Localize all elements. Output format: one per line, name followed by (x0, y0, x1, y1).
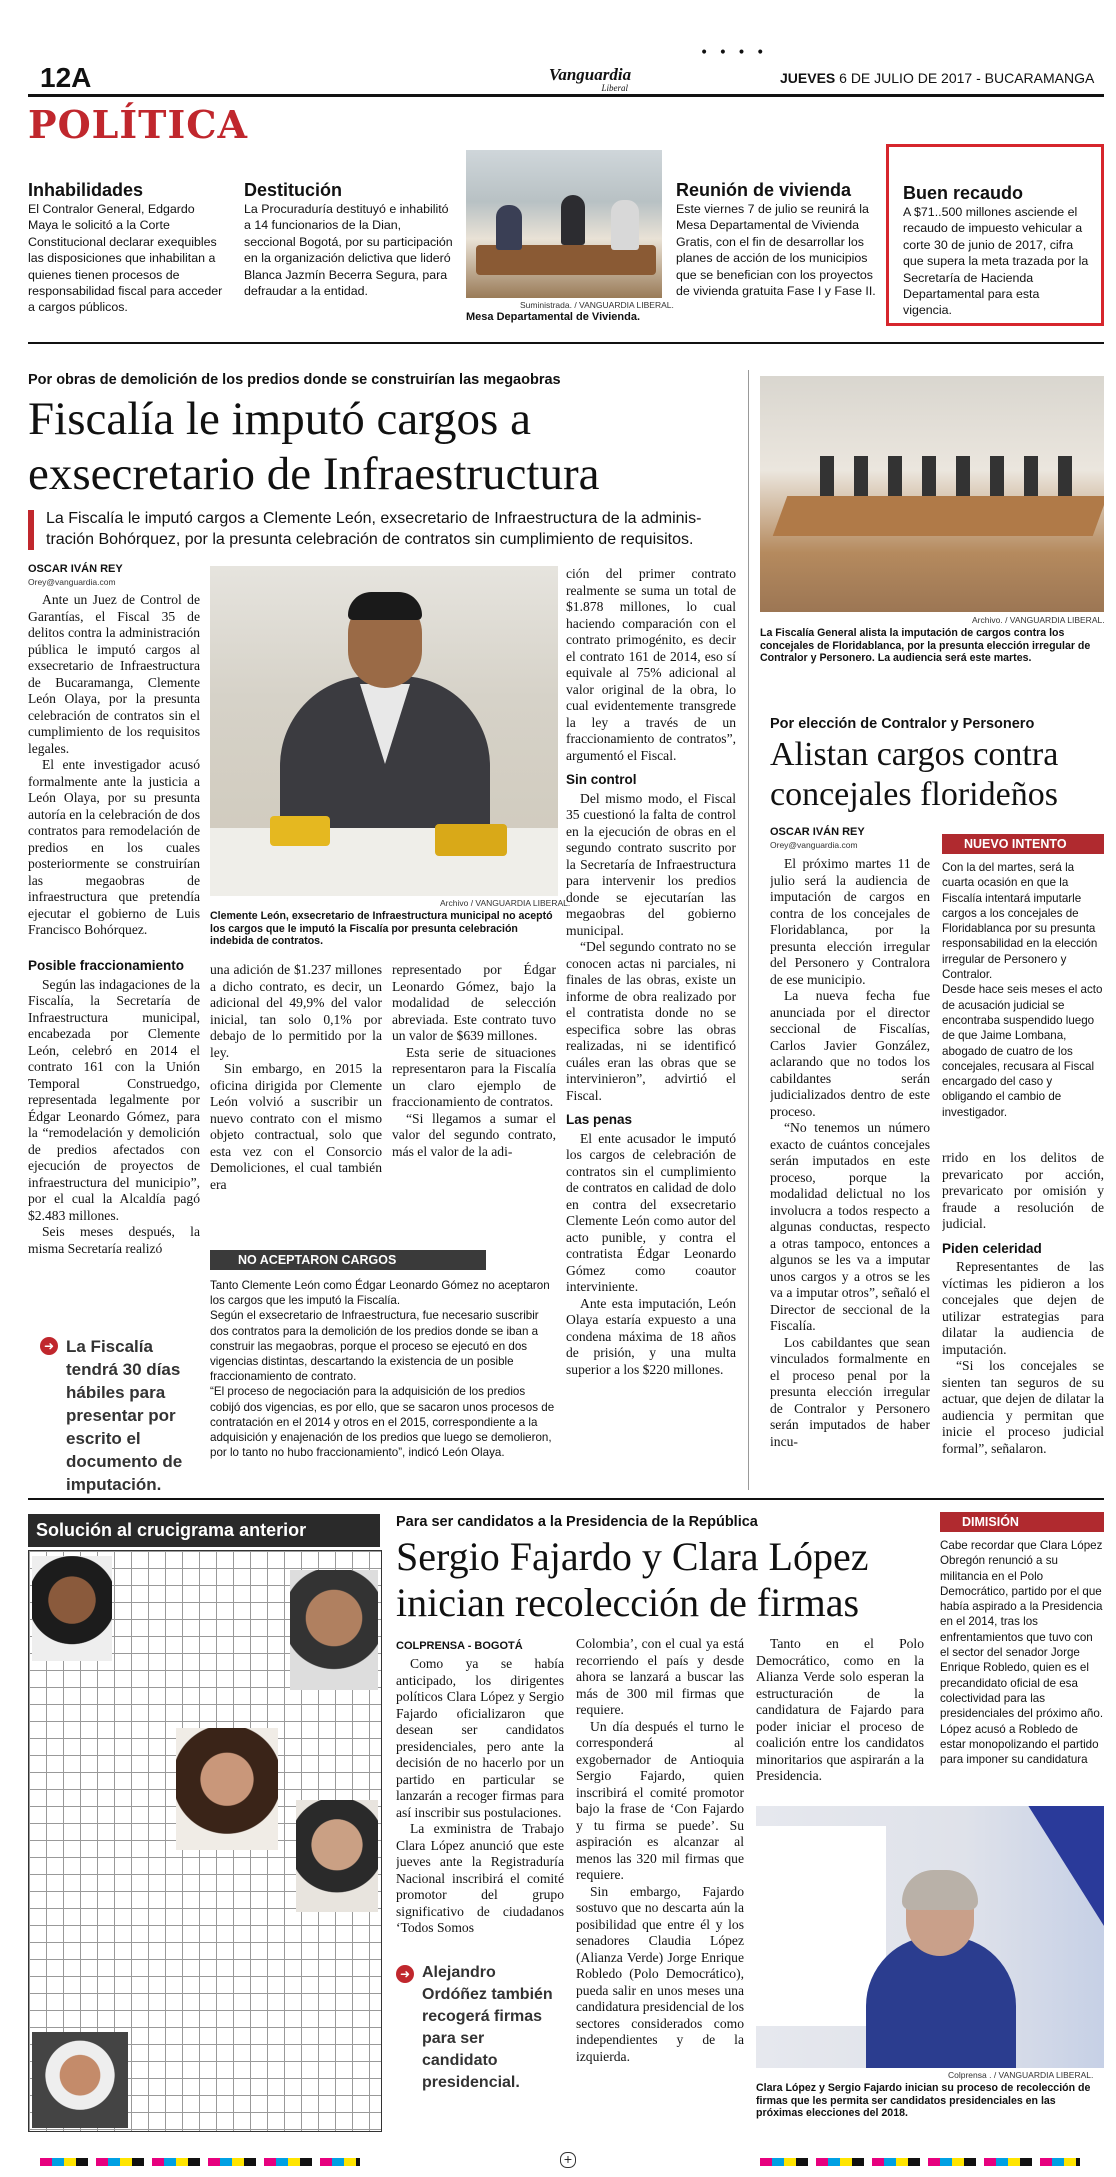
brief-destitucion (244, 180, 454, 299)
section-name: POLÍTICA (28, 102, 248, 147)
main-dek (46, 508, 701, 550)
side-photo (760, 376, 1104, 612)
paragraph: Esta serie de situaciones representaron para la Fiscalía un claro ejemplo de fraccionamiento de contratos. (392, 1044, 556, 1109)
paragraph: Del mismo modo, el Fiscal 35 cuestionó la falta de control en la ejecución de obras en el segundo contrato suscrito por la Secretaría de Infraestructura para intervenir los predios donde se ejecutarían las megaobras del gobierno municipal. (566, 790, 736, 938)
paragraph: Colombia’, con el cual ya está recorriendo el país y desde ahora se lanzará a buscar las más de 300 mil firmas que requiere. (576, 1636, 744, 1717)
headline-line: Alistan cargos contra (770, 736, 1059, 773)
headline-line: exsecretario de Infraestructura (28, 448, 600, 500)
paragraph: Los cabildantes que sean vinculados formalmente en el proceso penal por la presunta elección irregular de Contralor y Personero serán imputados de haber incu- (770, 1334, 930, 1449)
crossword-photo-3 (176, 1728, 278, 1850)
brief-body: El Contralor General, Edgardo Maya le solicitó a la Corte Constitucional declarar exequibles las disposiciones que inhabilitan a quienes tienen procesos de responsabilidad fiscal para acceder a cargos públicos. (28, 202, 223, 315)
headline-line: Sergio Fajardo y Clara López (396, 1534, 869, 1579)
crossword-title: Solución al crucigrama anterior (28, 1514, 380, 1547)
paragraph: Ante un Juez de Control de Garantías, el Fiscal 35 de delitos contra la administración pública le imputó cargos al exsecretario de Infraestructura de Bucaramanga, Clemente León Olaya, por la presunta celebración de contratos sin el cumplimiento de los requisitos legales. (28, 592, 200, 756)
bottom-box (940, 1512, 1104, 1767)
dek-line: La Fiscalía le imputó cargos a Clemente León, exsecretario de Infraestructura de la adminis- (46, 510, 702, 527)
paragraph: El próximo martes 11 de julio será la audiencia de imputación de cargos en contra de los concejales de Floridablanca, por la presunta elección irregular del Personero y Contralora de ese municipio. (770, 856, 930, 987)
person-shape (496, 205, 522, 250)
date-rest: 6 DE JULIO DE 2017 - BUCARAMANGA (839, 70, 1095, 86)
paragraph: representado por Édgar Leonardo Gómez, bajo la modalidad de selección abreviada. Este contrato tuvo un valor de $639 millones. (392, 962, 556, 1043)
paragraph: Sin embargo, Fajardo sostuvo que no descarta aún la posibilidad que entre él y los senadores Claudia López (Alianza Verde) Jorge Enrique Robledo (Polo Democrático), pueda salir en unos meses una candidatura presidencial de los sectores considerados como independientes y de la izquierda. (576, 1883, 744, 2064)
table-shape (773, 496, 1104, 536)
toy-truck (435, 824, 507, 856)
brief-title: Destitución (244, 180, 343, 200)
brief-photo-caption: Mesa Departamental de Vivienda. (466, 311, 641, 323)
bottom-byline: COLPRENSA - BOGOTÁ (396, 1640, 523, 1652)
masthead-subtitle: Liberal (601, 83, 628, 93)
bottom-callout (396, 1962, 564, 2094)
paragraph: “Del segundo contrato no se conocen actas ni parciales, ni finales de las obras, existe un informe de obra realizado por el contratista donde no se especifica sobre las obras realizadas, ni se identificó cuáles eran las obras que se intervinieron”, advirtió el Fiscal. (566, 939, 736, 1103)
dek-bar (28, 510, 34, 550)
headline-line: Fiscalía le imputó cargos a (28, 393, 531, 445)
box-paragraph: Desde hace seis meses el acto de acusación judicial se encontraba suspendido luego de que Jaime Lombana, abogado de cuatro de los concejales, recusara al Fiscal encargado del caso y obligando el cambio de investigador. (942, 983, 1103, 1119)
brief-photo (466, 150, 662, 298)
box-title: NO ACEPTARON CARGOS (210, 1250, 486, 1270)
callout-text: Alejandro Ordóñez también recogerá firmas para ser candidato presidencial. (422, 1964, 553, 2091)
page-number: 12A (40, 62, 92, 93)
main-col4 (566, 566, 736, 1482)
box-body (210, 1278, 558, 1460)
bottom-photo (756, 1806, 1104, 2068)
main-byline: OSCAR IVÁN REY (28, 563, 123, 575)
banner-accent (996, 1806, 1104, 1926)
box-body (940, 1538, 1104, 1767)
paragraph: La exministra de Trabajo Clara López anunció que este jueves ante la Registraduría Nacional inscribirá el comité promotor del grupo significativo de ciudadanos ‘Todos Somos (396, 1821, 564, 1935)
bottom-col2 (576, 1636, 744, 2146)
paragraph: Seis meses después, la misma Secretaría realizó (28, 1224, 200, 1256)
side-kicker: Por elección de Contralor y Personero (770, 716, 1035, 732)
box-title: DIMISIÓN (940, 1512, 1104, 1532)
main-col2 (210, 962, 382, 1242)
side-headline (770, 735, 1058, 815)
paragraph: una adición de $1.237 millones a dicho contrato, es decir, un adicional del 49,9% del valor inicial, tan solo 0,1% por debajo de lo permitido por la ley. (210, 962, 382, 1060)
bottom-col1 (396, 1656, 564, 1956)
person-shape (611, 200, 639, 250)
brief-buen-recaudo (886, 144, 1104, 326)
box-paragraph: Con la del martes, será la cuarta ocasión en que la Fiscalía intentará imputarle cargos a los concejales de Floridablanca por su presunta responsabilidad en la elección irregular de Personero y Contralor. (942, 861, 1098, 982)
paragraph: Según las indagaciones de la Fiscalía, la Secretaría de Infraestructura municipal, encabezada por Clemente León, celebró en 2014 el contrato 161 con la Unión Temporal Construedgo, representada legalmente por Édgar Leonardo Gómez, para la “remodelación y demolición de predios afectados con ejecución de proyectos de infraestructura del municipio”, por el cual la Alcaldía pagó $2.483 millones. (28, 976, 200, 1223)
brief-body: A $71..500 millones asciende el recaudo de impuesto vehicular a corte 30 de junio de 2017, cifra que supera la meta trazada por la Secretaría de Hacienda Departamental para esta vigencia. (903, 205, 1089, 318)
paragraph: Ante esta imputación, León Olaya estaría expuesto a una condena máxima de 18 años de prisión, y una multa superior a los $220 millones. (566, 1295, 736, 1377)
paragraph: ción del primer contrato realmente se suma un total de $1.878 millones, lo cual haciendo comparación con el contrato primogénito, es decir el contrato 161 de 2014, eso sí equivale al 75% adicional al valor original de la obra, lo cual evidentemente transgrede la ley a través de un fraccionamiento de contratos”, argumentó el Fiscal. (566, 566, 736, 763)
headline-line: concejales florideños (770, 776, 1058, 813)
callout-text: La Fiscalía tendrá 30 días hábiles para presentar por escrito el documento de imputación. (66, 1337, 183, 1494)
subhead: Sin control (566, 772, 637, 787)
main-side-divider (748, 370, 749, 1490)
brief-inhabilidades (28, 180, 228, 316)
person-hair (902, 1870, 978, 1910)
box-paragraph: Cabe recordar que Clara López Obregón renunció a su militancia en el Polo Democrático, partido por el que había aspirado a la Presidencia en el 2014, tras los enfrentamientos que tuvo con el sector del senador Jorge Enrique Robledo, quien es el precandidato oficial de esa colectividad para las presidenciales del próximo año. (940, 1539, 1104, 1721)
bottom-photo-caption: Clara López y Sergio Fajardo inician su proceso de recolección de firmas que les permita ser candidatos presidenciales en las próximas elecciones del 2018. (756, 2082, 1091, 2119)
masthead-title: Vanguardia (548, 65, 632, 84)
person-shape (561, 195, 585, 245)
paragraph: El ente acusador le imputó los cargos de celebración de contratos sin el cumplimiento de contratos en calidad de dolo en contra del exsecretario Clemente León como autor del acto punible, y contra el contratista Édgar Leonardo Gómez como coautor interviniente. (566, 1130, 736, 1294)
side-box (942, 834, 1104, 1120)
masthead (530, 66, 650, 93)
side-photo-credit: Archivo. / VANGUARDIA LIBERAL. (972, 615, 1105, 625)
bottom-photo-credit: Colprensa . / VANGUARDIA LIBERAL. (948, 2070, 1094, 2080)
paragraph: “Si los concejales se sienten tan seguros de su actuar, que dejen de dilatar la audiencia y permitan que inicie el proceso judicial formal”, señalaron. (942, 1358, 1104, 1456)
main-email: Orey@vanguardia.com (28, 577, 116, 587)
bottom-rule (28, 1498, 1104, 1500)
side-byline: OSCAR IVÁN REY (770, 826, 865, 838)
main-col1-lower (28, 958, 200, 1290)
paragraph: La nueva fecha fue anunciada por el director seccional de Fiscalías, Carlos Javier González, aclarando que no todos los cabildantes serán judicializados dentro de este proceso. (770, 988, 930, 1119)
crossword-photo-2 (290, 1570, 378, 1690)
subhead: Posible fraccionamiento (28, 958, 185, 973)
brief-title: Buen recaudo (903, 183, 1024, 203)
headline-line: inician recolección de firmas (396, 1580, 860, 1625)
brief-title: Inhabilidades (28, 180, 144, 200)
color-bar-right (760, 2158, 1080, 2166)
paragraph: Representantes de las víctimas les pidieron a los concejales que dejen de utilizar estrategias para dilatar la audiencia de imputación. (942, 1259, 1104, 1357)
date-day: JUEVES (780, 70, 836, 86)
brief-photo-credit: Suministrada. / VANGUARDIA LIBERAL. (520, 300, 674, 310)
page-date (780, 70, 1094, 86)
subhead: Piden celeridad (942, 1240, 1042, 1256)
brief-body: Este viernes 7 de julio se reunirá la Mesa Departamental de Vivienda Gratis, con el fin de desarrollar los planes de acción de los municipios que se benefician con los proyectos de vivienda gratuita Fase I y Fase II. (676, 202, 876, 299)
box-paragraph: López acusó a Robledo de estar monopolizando el partido para imponer su candidatura (940, 1722, 1099, 1767)
bottom-headline (396, 1534, 868, 1626)
subhead: Las penas (566, 1112, 633, 1127)
main-col1 (28, 592, 200, 947)
main-photo-credit: Archivo / VANGUARDIA LIBERAL. (440, 898, 571, 908)
toy-loader (270, 816, 330, 846)
main-col3 (392, 962, 556, 1242)
paragraph: Sin embargo, en 2015 la oficina dirigida por Clemente León volvió a suscribir un nuevo contrato con el mismo objeto contractual, solo que esta vez con el Consorcio Demoliciones, el cual también era (210, 1061, 382, 1192)
brief-body: La Procuraduría destituyó e inhabilitó a 14 funcionarios de la Dian, seccional Bogotá, por su participación en la organización delictiva que lideró Blanca Jazmín Becerra Segura, para defraudar a la entidad. (244, 202, 453, 299)
color-bar-left (40, 2158, 360, 2166)
crossword-photo-4 (296, 1800, 378, 1912)
side-col1 (770, 856, 930, 1486)
briefs-rule (28, 342, 1104, 344)
paragraph: rrido en los delitos de prevaricato por acción, prevaricato por omisión y fraude a resolución de judicial. (942, 1150, 1104, 1231)
dek-line: tración Bohórquez, por la presunta celebración de contratos sin cumplimiento de requisitos. (46, 531, 694, 548)
paragraph: “No tenemos un número exacto de cuántos concejales serán imputados en este proceso, porque la modalidad delictual no los involucra a todos respecto a algunas conductas, respecto a otras tampoco, entonces a algunos se les va a imputar unos cargos y a otros se les va a imputar otros”, señaló el Director de seccional de la Fiscalía. (770, 1120, 930, 1333)
main-photo-caption: Clemente León, exsecretario de Infraestructura municipal no aceptó los cargos que le imputó la Fiscalía por presunta celebración indebida de contratos. (210, 910, 553, 947)
crossword-photo-1 (32, 1556, 112, 1661)
main-headline (28, 392, 599, 502)
paragraph: Como ya se había anticipado, los dirigentes políticos Clara López y Sergio Fajardo oficializaron que desean ser candidatos presidenciales, pero ante la decisión de no hacerlo por un partido en particular se lanzarán a recoger firmas para así inscribir sus postulaciones. (396, 1656, 564, 1820)
person-hair (348, 592, 422, 620)
side-email: Orey@vanguardia.com (770, 840, 858, 850)
people-row (820, 456, 1080, 496)
paragraph: El ente investigador acusó formalmente ante la justicia a León Olaya, por su presunta autoría en la celebración de dos contratos para remodelación de predios en los cuales posteriormente se construirían las megaobras de infraestructura que pretendía ejecutar el gobierno de Luis Francisco Bohórquez. (28, 757, 200, 937)
brief-title: Reunión de vivienda (676, 180, 852, 200)
paragraph: Tanto en el Polo Democrático, como en la Alianza Verde solo esperan la estructuración de la candidatura de Fajardo para poder iniciar el proceso de coalición entre los candidatos minoritarios que aspirarán a la Presidencia. (756, 1636, 924, 1783)
main-callout (40, 1335, 200, 1496)
main-box (210, 1250, 558, 1460)
registration-dots: • • • • (700, 45, 768, 61)
paragraph: Un día después el turno le corresponderá al exgobernador de Antioquia Sergio Fajardo, quien inscribirá el comité promotor bajo la frase de ‘Con Fajardo y tu firma se puede’. Su aspiración es alcanzar al menos las 320 mil firmas que requiere. (576, 1718, 744, 1882)
paragraph: “Si llegamos a sumar el valor del segundo contrato, más el valor de la adi- (392, 1110, 556, 1159)
box-paragraph: “El proceso de negociación para la adquisición de los predios cobijó dos vigencias, es por ello, que se sacaron unos procesos de contratación en el 2014 y otros en el 2015, correspondiente a la adquisición y enajenación de los predios que luego se demolieron, por lo tanto no hubo fraccionamiento”, indicó León Olaya. (210, 1385, 555, 1460)
arrow-right-icon: ➜ (40, 1337, 58, 1355)
crosshair-icon: + (560, 2152, 576, 2168)
brief-reunion-vivienda (676, 180, 886, 299)
box-body (942, 860, 1104, 1120)
box-paragraph: Tanto Clemente León como Édgar Leonardo Gómez no aceptaron los cargos que les imputó la Fiscalía. (210, 1279, 550, 1308)
box-paragraph: Según el exsecretario de Infraestructura, fue necesario suscribir dos contratos para la demolición de los predios donde se iban a construir las megaobras, porque el proceso se ejecutó en dos vigencias distintas, descartando la existencia de un posible fraccionamiento de contrato. (210, 1309, 539, 1384)
bottom-col3 (756, 1636, 924, 1796)
side-col2 (942, 1150, 1104, 1490)
main-photo (210, 566, 558, 896)
crossword-photo-5 (32, 2032, 128, 2128)
arrow-right-icon: ➜ (396, 1965, 414, 1983)
bottom-kicker: Para ser candidatos a la Presidencia de la República (396, 1514, 758, 1530)
side-photo-caption: La Fiscalía General alista la imputación de cargos contra los concejales de Floridablanca, por la presunta elección irregular de Contralor y Personero. La audiencia será este martes. (760, 627, 1091, 664)
box-title: NUEVO INTENTO (942, 834, 1104, 854)
main-kicker: Por obras de demolición de los predios donde se construirían las megaobras (28, 372, 561, 388)
header-rule (28, 94, 1104, 97)
